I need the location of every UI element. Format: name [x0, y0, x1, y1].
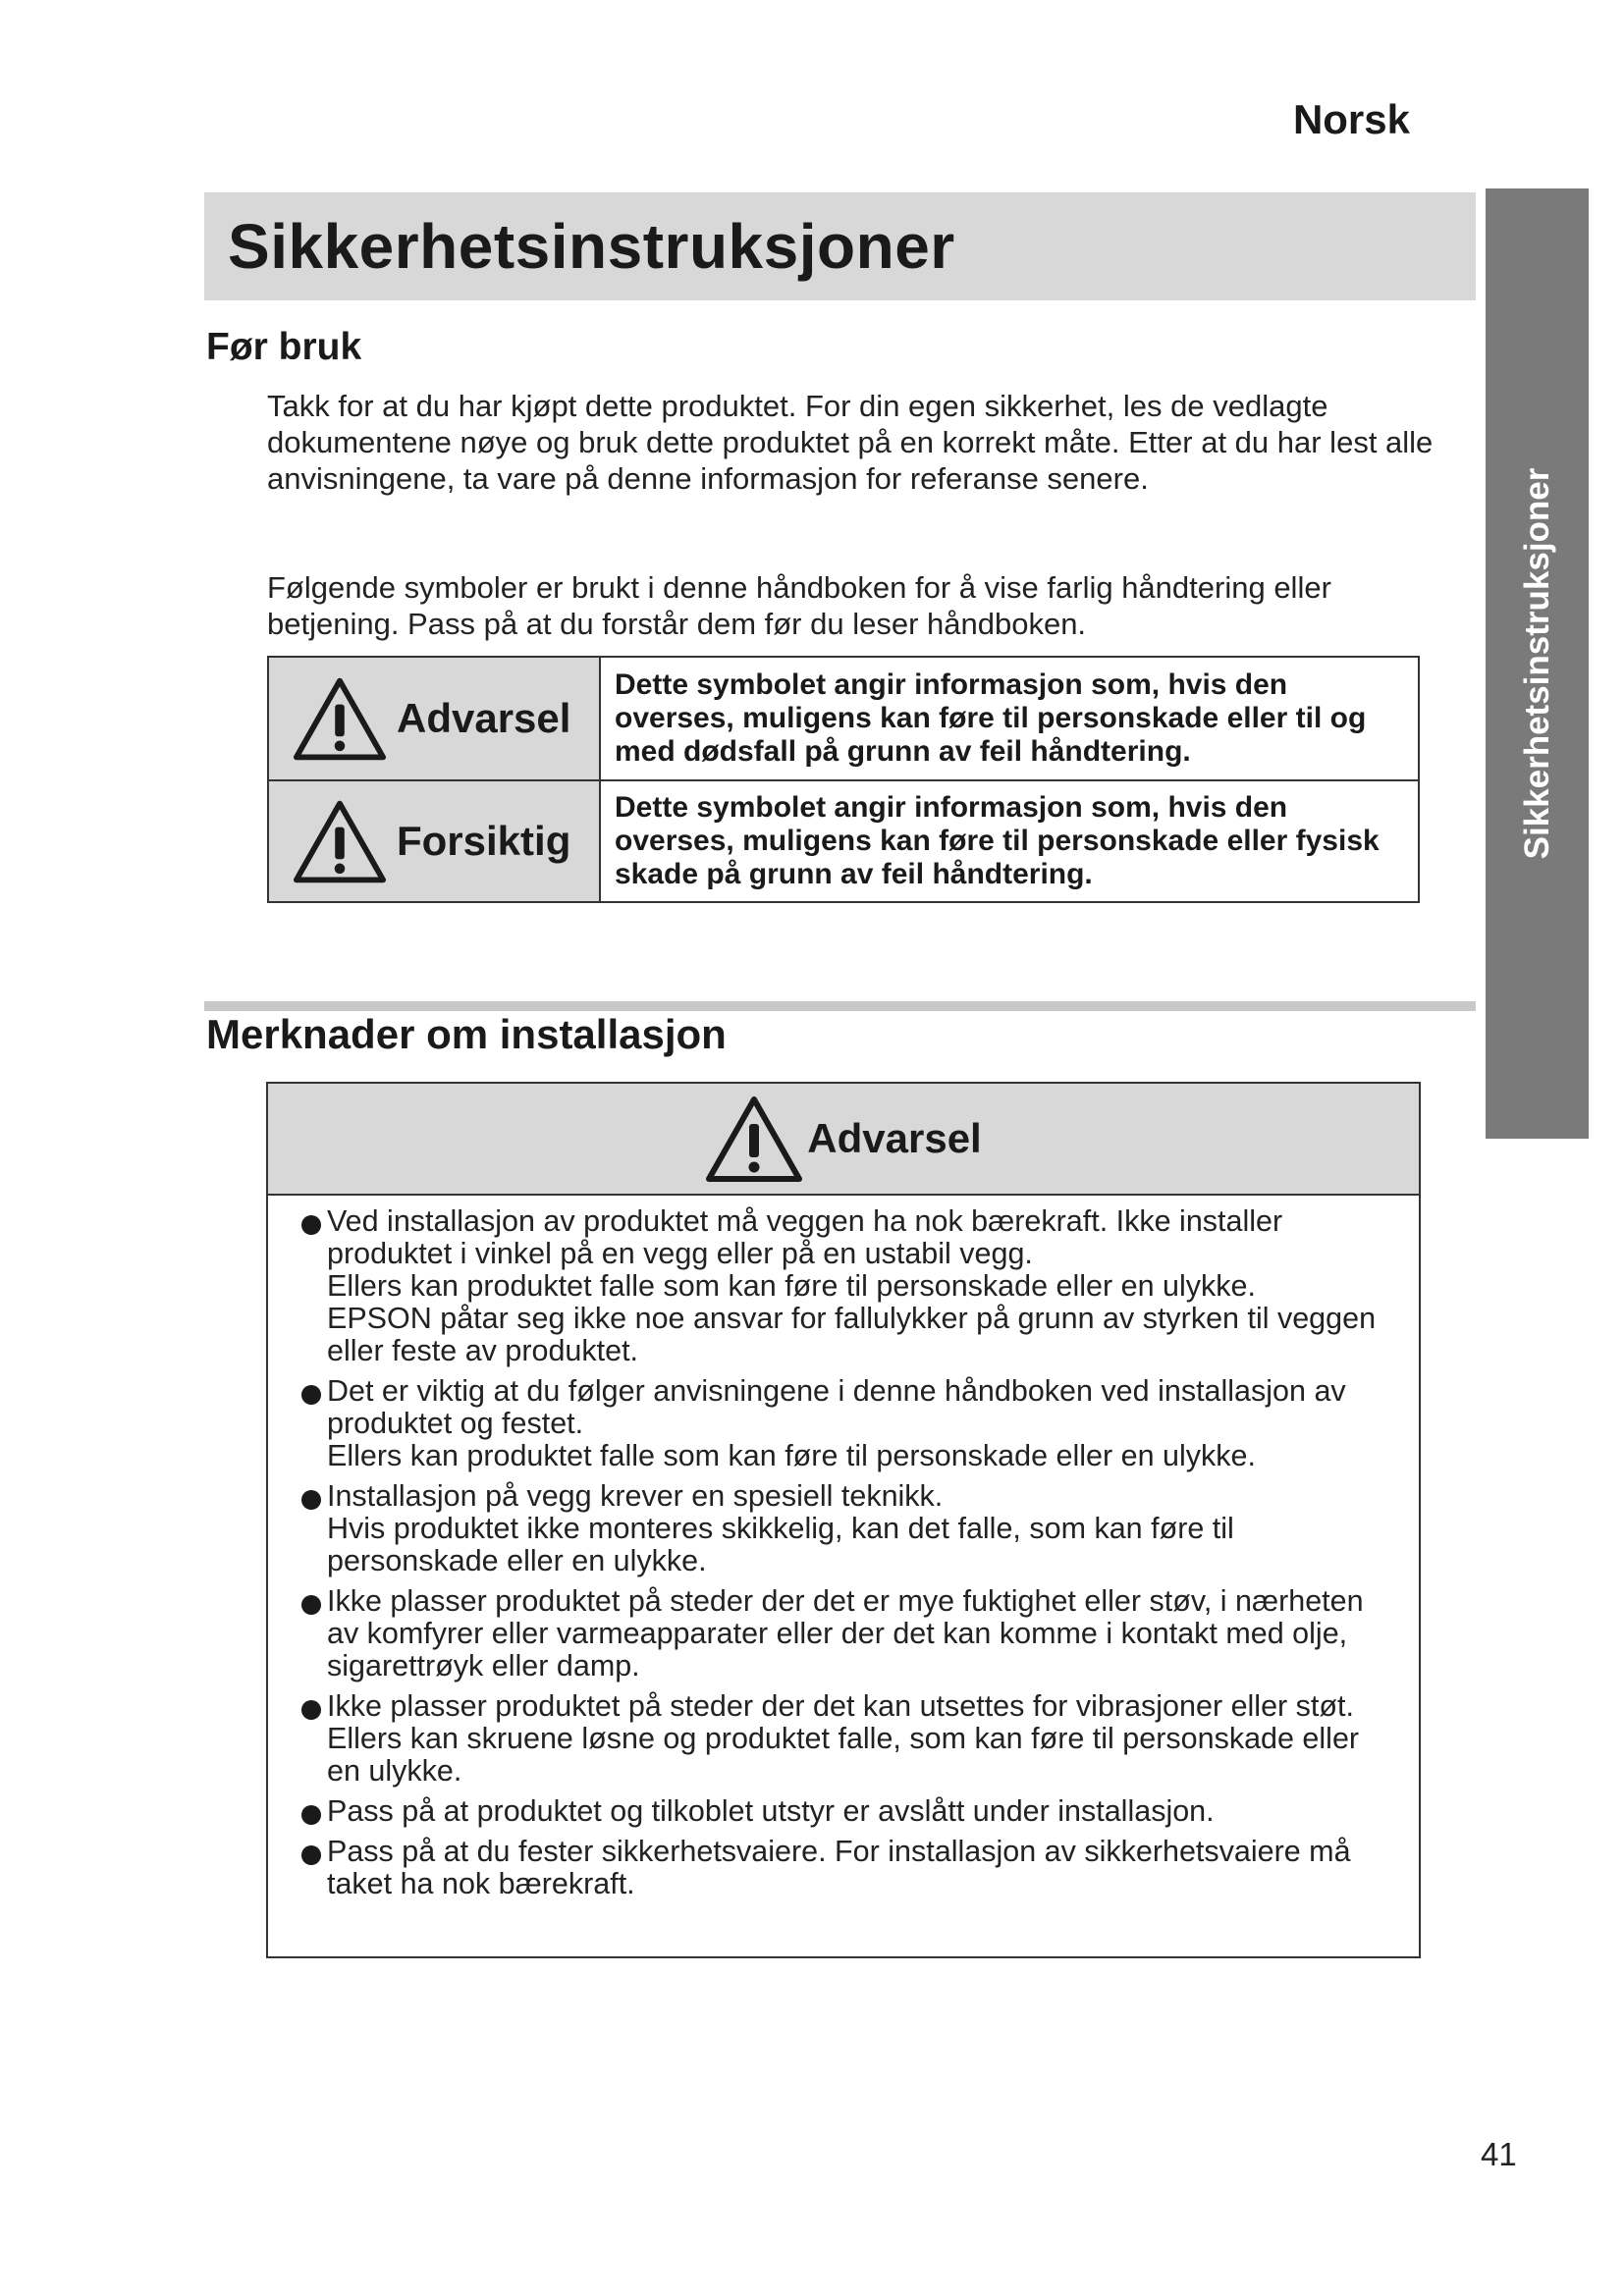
list-item	[301, 1836, 1399, 1900]
bullet-icon	[301, 1595, 321, 1615]
installation-heading: Merknader om installasjon	[206, 1011, 727, 1057]
title-banner	[204, 192, 1476, 300]
bullet-icon	[301, 1700, 321, 1720]
page-number: 41	[1481, 2136, 1517, 2172]
section-divider	[204, 1001, 1476, 1011]
warning-box-label: Advarsel	[807, 1115, 982, 1161]
side-tab	[1486, 188, 1589, 1139]
warning-list	[268, 1196, 1419, 1900]
symbol-description: Dette symbolet angir informasjon som, hvis den overses, muligens kan føre til personskade eller til og med dødsfall på grunn av feil håndtering.	[615, 668, 1367, 768]
bullet-icon	[301, 1845, 321, 1865]
list-item-text: Ellers kan produktet falle som kan føre til personskade eller en ulykke.	[327, 1269, 1256, 1303]
list-item-text: Ikke plasser produktet på steder der det er mye fuktighet eller støv, i nærheten av komfyrer eller varmeapparater eller der det kan komme i kontakt med olje, sigarettrøyk eller damp.	[327, 1584, 1364, 1682]
list-item-text: Ikke plasser produktet på steder der det kan utsettes for vibrasjoner eller støt.	[327, 1689, 1354, 1723]
symbol-cell	[269, 658, 601, 779]
before-use-heading: Før bruk	[206, 326, 362, 368]
list-item	[301, 1375, 1399, 1472]
list-item-text: EPSON påtar seg ikke noe ansvar for fallulykker på grunn av styrken til veggen eller feste av produktet.	[327, 1302, 1377, 1367]
list-item-text: Ellers kan skruene løsne og produktet falle, som kan føre til personskade eller en ulykke.	[327, 1722, 1360, 1788]
side-tab-label: Sikkerhetsinstruksjoner	[1517, 467, 1556, 860]
list-item-text: Ellers kan produktet falle som kan føre til personskade eller en ulykke.	[327, 1439, 1256, 1472]
language-label: Norsk	[1292, 96, 1410, 142]
list-item-text: Pass på at du fester sikkerhetsvaiere. For installasjon av sikkerhetsvaiere må taket ha nok bærekraft.	[327, 1835, 1351, 1900]
warning-triangle-icon	[293, 675, 387, 762]
list-item	[301, 1585, 1399, 1682]
symbol-label: Advarsel	[397, 695, 571, 741]
symbol-label: Forsiktig	[397, 818, 571, 864]
page-title: Sikkerhetsinstruksjoner	[228, 211, 955, 282]
list-item	[301, 1690, 1399, 1788]
list-item-text: Pass på at produktet og tilkoblet utstyr er avslått under installasjon.	[327, 1794, 1215, 1828]
symbol-table	[267, 656, 1420, 903]
list-item	[301, 1480, 1399, 1577]
symbols-paragraph: Følgende symboler er brukt i denne håndboken for å vise farlig håndtering eller betjening. Pass på at du forstår dem før du leser håndboken.	[267, 570, 1331, 641]
list-item	[301, 1205, 1399, 1367]
symbol-row-warning	[269, 658, 1418, 779]
symbol-row-caution	[269, 779, 1418, 901]
bullet-icon	[301, 1385, 321, 1405]
warning-triangle-icon	[705, 1094, 803, 1184]
list-item	[301, 1795, 1399, 1828]
symbol-description: Dette symbolet angir informasjon som, hvis den overses, muligens kan føre til personskade eller fysisk skade på grunn av feil håndtering.	[615, 791, 1380, 890]
bullet-icon	[301, 1805, 321, 1825]
list-item-text: Hvis produktet ikke monteres skikkelig, kan det falle, som kan føre til personskade eller en ulykke.	[327, 1512, 1234, 1577]
warning-triangle-icon	[293, 798, 387, 884]
warning-box-header	[268, 1084, 1419, 1196]
list-item-text: Ved installasjon av produktet må veggen ha nok bærekraft. Ikke installer produktet i vinkel på en vegg eller på en ustabil vegg.	[327, 1204, 1283, 1270]
bullet-icon	[301, 1490, 321, 1510]
bullet-icon	[301, 1215, 321, 1235]
intro-paragraph: Takk for at du har kjøpt dette produktet. For din egen sikkerhet, les de vedlagte dokumentene nøye og bruk dette produktet på en korrekt måte. Etter at du har lest alle anvisningene, ta vare på denne informasjon for referanse senere.	[267, 389, 1434, 496]
list-item-text: Det er viktig at du følger anvisningene i denne håndboken ved installasjon av produktet og festet.	[327, 1374, 1346, 1440]
symbol-cell	[269, 781, 601, 901]
installation-warning-box	[266, 1082, 1421, 1958]
list-item-text: Installasjon på vegg krever en spesiell teknikk.	[327, 1479, 944, 1513]
